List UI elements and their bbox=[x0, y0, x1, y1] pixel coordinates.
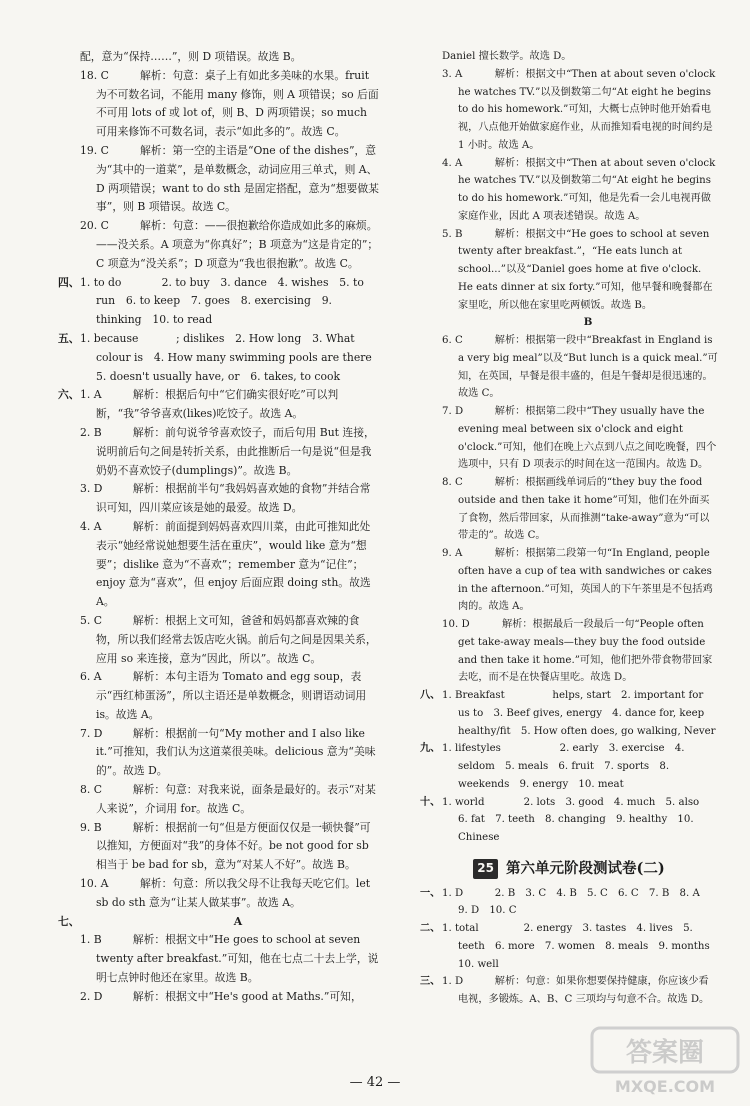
item-number: 1. world bbox=[442, 796, 485, 808]
answer-entry bbox=[58, 480, 380, 518]
explanation-text: 2. early 3. exercise 4. seldom 5. meals 6. fruit 7. sports 8. weekends 9. energy 10. meat bbox=[458, 743, 685, 790]
item-number: 1. Breakfast bbox=[442, 690, 505, 701]
explanation-text: 2. lots 3. good 4. much 5. also 6. fat 7. teeth 8. changing 9. healthy 10. Chinese bbox=[458, 796, 710, 843]
answer-entry bbox=[420, 687, 718, 740]
item-number: 8. C bbox=[80, 783, 102, 797]
unit-title bbox=[420, 859, 718, 879]
explanation-text: 解析：前面提到妈妈喜欢四川菜，由此可推知此处表示“她经常说她想要生活在重庆”，would like 意为“想要”；dislike 意为“不喜欢”；remember 意为“记住”；enjoy 意为“喜欢”，但 enjoy 后面应跟 doing sth。故选 A。 bbox=[96, 519, 371, 609]
answer-entry bbox=[420, 920, 718, 973]
item-number: 1. to do bbox=[80, 275, 122, 289]
answer-entry bbox=[58, 668, 380, 724]
explanation-text: 解析：句意：如果你想要保持健康，你应该少看电视，多锻炼。A、B、C 三项均与句意不合。故选 D。 bbox=[458, 976, 710, 1005]
answer-entry bbox=[420, 885, 718, 921]
right-column bbox=[420, 48, 718, 1009]
item-number: 6. A bbox=[80, 670, 102, 684]
explanation-text: 解析：根据前半句“我妈妈喜欢她的食物”并结合常识可知，四川菜应该是她的最爱。故选 D。 bbox=[96, 482, 371, 515]
item-number: 20. C bbox=[80, 219, 109, 233]
answer-entry bbox=[58, 67, 380, 142]
answer-entry bbox=[420, 66, 718, 155]
section-label: 四、 bbox=[58, 275, 80, 289]
answer-entry bbox=[58, 142, 380, 217]
answer-entry bbox=[58, 875, 380, 913]
explanation-text: 解析：句意：桌子上有如此多美味的水果。fruit 为不可数名词，不能用 many 修饰，则 A 项错误；so 后面不可用 lots of 或 lot of，则 B、D 两项错误；so much 可用来修饰不可数名词，表示“如此多的”。故选 C。 bbox=[96, 68, 379, 139]
answer-entry bbox=[420, 794, 718, 847]
item-number: 1. lifestyles bbox=[442, 743, 501, 755]
item-number: 4. A bbox=[80, 519, 102, 533]
answer-entry bbox=[58, 424, 380, 480]
item-number: 10. D bbox=[442, 619, 470, 630]
item-number: 1. total bbox=[442, 923, 479, 934]
item-number: 10. A bbox=[80, 877, 109, 891]
explanation-text: 解析：根据第二段第一句“In England, people often have a cup of tea with sandwiches or cakes in the afternoon.”可知，英国人的下午茶里是不包括鸡肉的。故选 A。 bbox=[458, 548, 713, 613]
answer-entry bbox=[58, 274, 380, 330]
item-number: 19. C bbox=[80, 143, 109, 157]
answer-entry bbox=[420, 332, 718, 403]
item-number: 5. B bbox=[442, 228, 463, 240]
section-label: 七、 bbox=[58, 914, 80, 928]
passage-heading bbox=[420, 314, 718, 332]
item-number: 9. B bbox=[80, 820, 102, 834]
explanation-text: 解析：句意：——很抱歉给你造成如此多的麻烦。——没关系。A 项意为“你真好”；B 项意为“这是肯定的”；C 项意为“没关系”；D 项意为“我也很抱歉”。故选 C。 bbox=[96, 219, 379, 270]
section-label: 一、 bbox=[420, 886, 441, 899]
item-number: 3. A bbox=[442, 68, 463, 80]
svg-text:MXQE.COM: MXQE.COM bbox=[614, 1077, 716, 1096]
svg-text:答案圈: 答案圈 bbox=[625, 1038, 705, 1068]
answer-entry bbox=[58, 217, 380, 273]
explanation-text: 2. energy 3. tastes 4. lives 5. teeth 6. more 7. women 8. meals 9. months 10. well bbox=[458, 923, 720, 970]
item-number: 2. D bbox=[80, 989, 103, 1003]
explanation-text: 解析：前句说爷爷喜欢饺子，而后句用 But 连接，说明前后句之间是转折关系，由此推断后一句是说“但是我奶奶不喜欢饺子(dumplings)”。故选 B。 bbox=[96, 425, 375, 477]
answer-entry bbox=[420, 226, 718, 315]
explanation-text: 解析：第一空的主语是“One of the dishes”，意为“其中的一道菜”，是单数概念，动词应用三单式，则 A、D 两项错误；want to do sth 是固定搭配，意为“想要做某事”，则 B 项错误。故选 C。 bbox=[96, 143, 379, 214]
item-number: 1. D bbox=[442, 887, 464, 899]
answer-entry bbox=[58, 931, 380, 987]
answer-entry bbox=[420, 616, 718, 687]
section-label: 五、 bbox=[58, 331, 80, 345]
section-label: 六、 bbox=[58, 388, 80, 402]
answer-entry bbox=[420, 545, 718, 616]
explanation-text: 解析：根据文中“He goes to school at seven twenty after breakfast.”可知，他在七点二十去上学，说明七点钟时他还在家里。故选 B。 bbox=[96, 933, 379, 985]
item-number: 8. C bbox=[442, 477, 463, 488]
item-number: 3. D bbox=[80, 482, 103, 496]
explanation-text: 解析：根据最后一段最后一句“People often get take-away meals—they buy the food outside and then take it home.”可知，他们把外带食物带回家去吃，而不是在快餐店里吃。故选 D。 bbox=[458, 619, 713, 684]
item-number: 9. A bbox=[442, 548, 463, 559]
passage-heading bbox=[58, 913, 380, 932]
explanation-text: 解析：根据后句中“它们确实很好吃”可以判断，“我”爷爷喜欢(likes)吃饺子。故选 A。 bbox=[96, 388, 339, 421]
answer-entry bbox=[58, 518, 380, 612]
answer-entry bbox=[420, 155, 718, 226]
answer-entry bbox=[420, 740, 718, 793]
continuation-text: 配，意为“保持……”，则 D 项错误。故选 B。 bbox=[80, 50, 302, 63]
answer-entry bbox=[58, 612, 380, 668]
page-number: — 42 — bbox=[349, 1075, 401, 1090]
section-label: 十、 bbox=[420, 795, 441, 808]
explanation-text: 解析：根据文中“Then at about seven o'clock he watches TV.”以及倒数第二句“At eight he begins to do his homework.”可知，他是先看一会儿电视再做家庭作业，因此 A 项表述错误。故选 A。 bbox=[458, 157, 716, 222]
item-number: 1. D bbox=[442, 976, 464, 988]
item-number: 5. C bbox=[80, 613, 102, 627]
continuation-text: Daniel 擅长数学。故选 D。 bbox=[442, 51, 572, 62]
item-number: 1. B bbox=[80, 933, 102, 947]
explanation-text: helps, start 2. important for us to 3. Beef gives, energy 4. dance for, keep healthy/fit 5. How often does, go walking, Never bbox=[458, 690, 716, 737]
answer-entry bbox=[58, 725, 380, 781]
item-number: 6. C bbox=[442, 335, 463, 346]
section-label: 二、 bbox=[420, 922, 441, 934]
explanation-text: 解析：句意：对我来说，面条是最好的。表示“对某人来说”，介词用 for。故选 C。 bbox=[96, 783, 376, 815]
explanation-text: 解析：根据文中“He goes to school at seven twenty after breakfast.”，“He eats lunch at school...”以及“Daniel goes home at five o'clock. He eats dinner at six forty.”可知，他早餐和晚餐都在家里吃，所以他在家里吃两顿饭。故选 B。 bbox=[458, 228, 713, 311]
item-number: 2. B bbox=[80, 425, 102, 439]
answer-entry bbox=[420, 973, 718, 1009]
explanation-text: 解析：根据前一句“My mother and I also like it.”可推知，我们认为这道菜很美味。delicious 意为“美味的”。故选 D。 bbox=[96, 726, 376, 778]
explanation-text: 解析：句意：所以我父母不让我每天吃它们。let sb do sth 意为“让某人做某事”。故选 A。 bbox=[96, 877, 371, 909]
answer-entry bbox=[58, 330, 383, 386]
item-number: 7. D bbox=[442, 406, 464, 417]
answer-entry bbox=[420, 403, 718, 474]
explanation-text: ; dislikes 2. How long 3. What colour is 4. How many swimming pools are there 5. doesn't usually have, or 6. takes, to cook bbox=[96, 331, 383, 383]
explanation-text: 解析：根据画线单词后的“they buy the food outside and then take it home”可知，他们在外面买了食物，然后带回家，从而推测“take-away”意为“可以带走的”。故选 C。 bbox=[458, 477, 710, 542]
item-number: 1. because bbox=[80, 331, 139, 345]
watermark-logo bbox=[590, 1026, 740, 1098]
item-number: 4. A bbox=[442, 157, 463, 169]
answer-entry bbox=[58, 781, 380, 819]
explanation-text: 2. to buy 3. dance 4. wishes 5. to run 6. to keep 7. goes 8. exercising 9. thinking 10. to read bbox=[96, 275, 364, 327]
section-label: 九、 bbox=[420, 742, 441, 755]
passage-letter: B bbox=[583, 316, 593, 329]
explanation-text: 解析：本句主语为 Tomato and egg soup，表示“西红柿蛋汤”，所以主语还是单数概念，则谓语动词用 is。故选 A。 bbox=[96, 670, 367, 721]
explanation-text: 解析：根据上文可知，爸爸和妈妈都喜欢辣的食物，所以我们经常去饭店吃火锅。前后句之间是因果关系，应用 so 来连接，意为“因此，所以”。故选 C。 bbox=[96, 613, 377, 665]
item-number: 7. D bbox=[80, 726, 103, 740]
answer-entry bbox=[420, 474, 718, 545]
item-number: 18. C bbox=[80, 68, 109, 82]
section-label: 八、 bbox=[420, 689, 441, 701]
explanation-text: 解析：根据文中“He's good at Maths.”可知， bbox=[132, 989, 362, 1003]
item-number: 1. A bbox=[80, 388, 102, 402]
explanation-text: 2. B 3. C 4. B 5. C 6. C 7. B 8. A 9. D 10. C bbox=[458, 887, 711, 917]
passage-letter: A bbox=[233, 914, 243, 928]
left-column bbox=[58, 48, 383, 1007]
explanation-text: 解析：根据第二段中“They usually have the evening meal between six o'clock and eight o'clock.”可知，他们在晚上六点到八点之间吃晚餐，四个选项中，只有 D 项表示的时间在这一范围内。故选 D。 bbox=[458, 406, 717, 471]
section-label: 三、 bbox=[420, 975, 441, 988]
explanation-text: 解析：根据前一句“但是方便面仅仅是一顿快餐”可以推知，方便面对“我”的身体不好。be not good for sb 相当于 be bad for sb，意为“对某人不好”。故选 B。 bbox=[96, 820, 371, 872]
answer-entry bbox=[58, 386, 380, 424]
unit-title-text: 第六单元阶段测试卷(二) bbox=[505, 859, 665, 877]
explanation-text: 解析：根据第一段中“Breakfast in England is a very big meal”以及“But lunch is a quick meal.”可知，在英国，早餐是很丰盛的，但是午餐却是很迅速的。故选 C。 bbox=[458, 335, 718, 400]
answer-entry bbox=[58, 819, 380, 875]
answer-entry bbox=[58, 988, 380, 1007]
page-badge: 25 bbox=[473, 859, 498, 879]
explanation-text: 解析：根据文中“Then at about seven o'clock he watches TV.”以及倒数第二句“At eight he begins to do his homework.”可知，大概七点钟时他开始看电视，八点他开始做家庭作业，从而推知看电视的时间约是 1 小时。故选 A。 bbox=[458, 68, 716, 151]
